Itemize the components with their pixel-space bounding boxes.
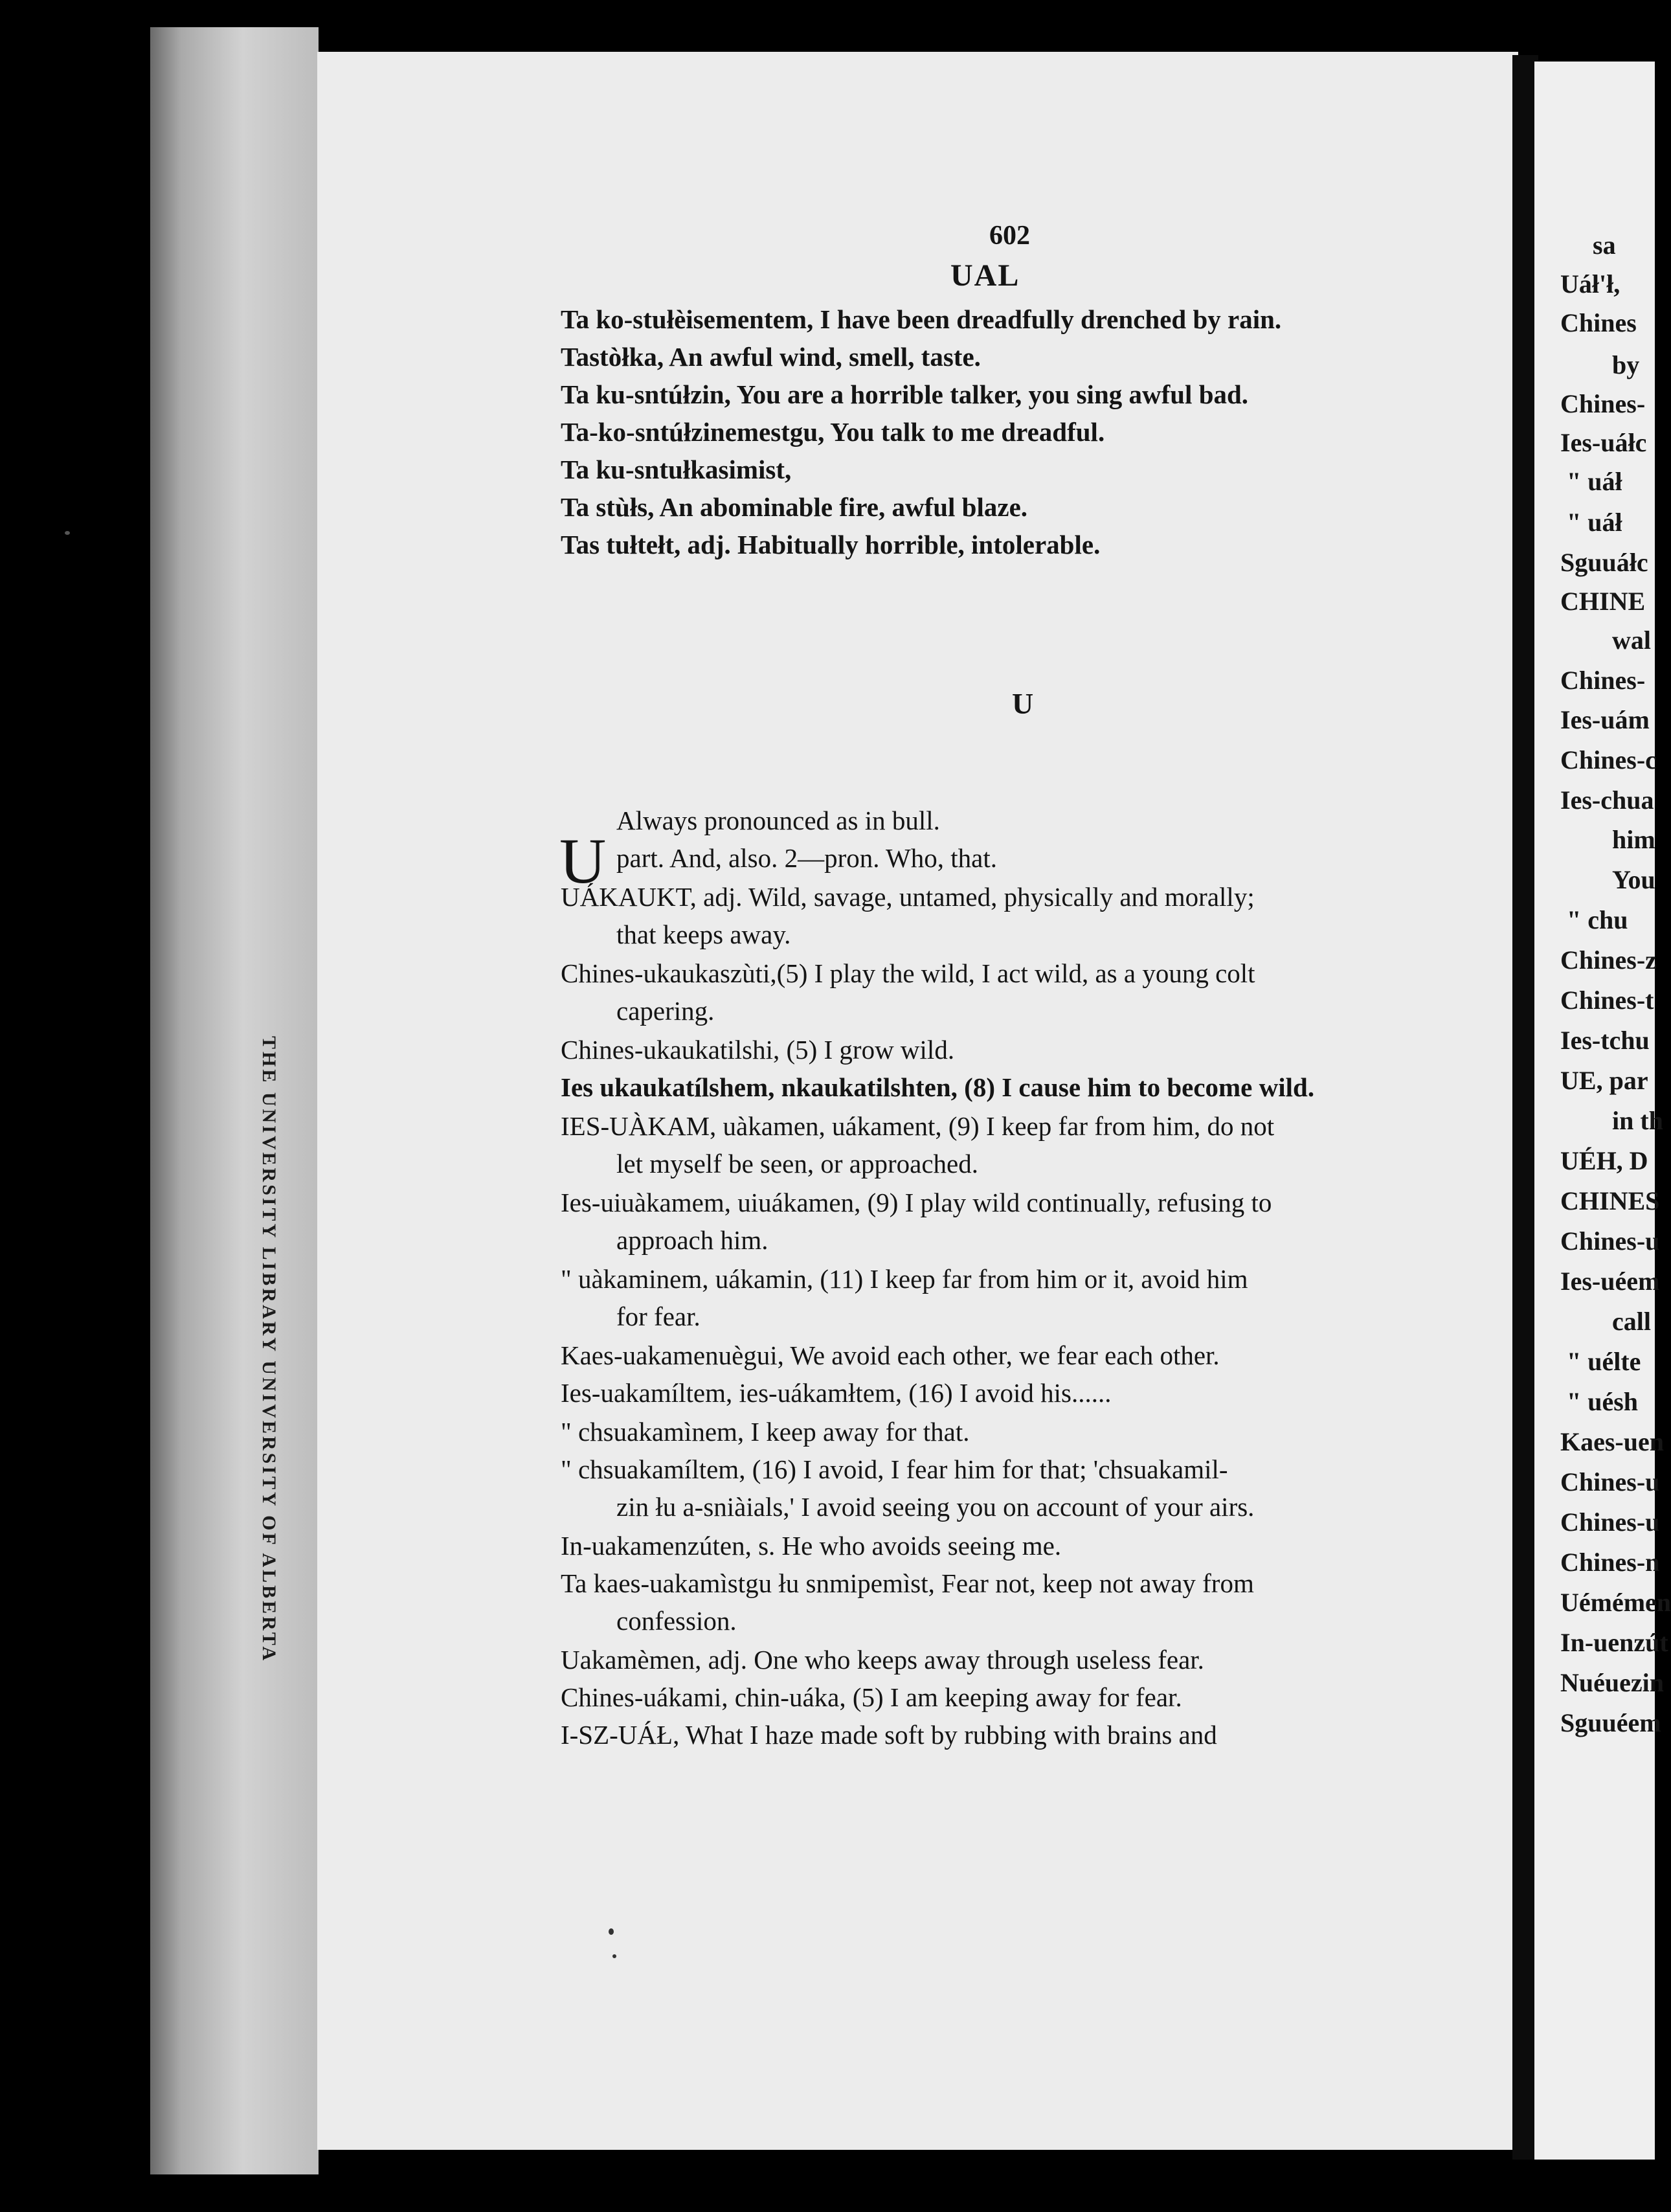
dictionary-line: Ies ukaukatílshem, nkaukatilshten, (8) I cause him to become wild. <box>561 1072 1315 1102</box>
right-page-edge: sa Uáł'ł, Chines by Chines- Ies-uáłc " uáł " uáł Sguuáłc CHINE wal Chines- Ies-uám Chines-c Ies-chua him You " chu Chines-z Chines-t Ies-tchu UE, par in th UÉH, D CHINES Chines-u Ies-uéem call " uélte " uésh Kaes-uen Chines-u Chines-u Chines-n Uémémen In-uenzút Nuéuezin Sguuéem <box>1534 62 1655 2160</box>
dictionary-line: Ta ku-sntúłzin, You are a horrible talker, you sing awful bad. <box>561 379 1249 409</box>
running-head: UAL <box>950 258 1020 293</box>
dictionary-line: Always pronounced as in bull. <box>616 806 940 835</box>
dictionary-line: " uàkaminem, uákamin, (11) I keep far from him or it, avoid him <box>561 1264 1248 1294</box>
section-letter: U <box>1012 687 1034 720</box>
dictionary-line: capering. <box>616 996 715 1026</box>
dictionary-line: for fear. <box>616 1302 701 1331</box>
dictionary-line: Ta stùłs, An abominable fire, awful blaze. <box>561 492 1028 522</box>
dictionary-line: " chsuakamìnem, I keep away for that. <box>561 1417 970 1447</box>
dictionary-line: UÁKAUKT, adj. Wild, savage, untamed, physically and morally; <box>561 882 1255 912</box>
dictionary-line: Chines-ukaukatilshi, (5) I grow wild. <box>561 1035 955 1065</box>
dictionary-line: Chines-uákami, chin-uáka, (5) I am keeping away for fear. <box>561 1682 1182 1712</box>
page-number: 602 <box>989 221 1030 251</box>
dictionary-line: Uakamèmen, adj. One who keeps away through useless fear. <box>561 1645 1204 1675</box>
dictionary-line: let myself be seen, or approached. <box>616 1149 978 1179</box>
dictionary-line: that keeps away. <box>616 920 791 949</box>
ink-speck <box>65 531 70 535</box>
dictionary-line: I-SZ-UÁŁ, What I haze made soft by rubbing with brains and <box>561 1720 1217 1750</box>
dictionary-line: " chsuakamíltem, (16) I avoid, I fear him for that; 'chsuakamil- <box>561 1454 1228 1484</box>
book-spine <box>150 27 319 2174</box>
dictionary-line: Ta-ko-sntúłzinemestgu, You talk to me dreadful. <box>561 417 1105 447</box>
dictionary-line: In-uakamenzúten, s. He who avoids seeing me. <box>561 1531 1062 1561</box>
library-stamp: THE UNIVERSITY LIBRARY UNIVERSITY OF ALBERTA <box>258 1036 280 1664</box>
initial-letter: U <box>559 825 607 897</box>
dictionary-line: part. And, also. 2—pron. Who, that. <box>616 843 997 873</box>
ink-speck <box>612 1954 616 1958</box>
dictionary-line: approach him. <box>616 1225 768 1255</box>
dictionary-line: Chines-ukaukaszùti,(5) I play the wild, I act wild, as a young colt <box>561 958 1255 988</box>
dictionary-line: Ta ku-sntułkasimist, <box>561 455 792 484</box>
dictionary-line: Ta ko-stułèisementem, I have been dreadfully drenched by rain. <box>561 304 1282 334</box>
dictionary-line: Ta kaes-uakamìstgu łu snmipemìst, Fear not, keep not away from <box>561 1568 1254 1598</box>
dictionary-line: Ies-uiuàkamem, uiuákamen, (9) I play wild continually, refusing to <box>561 1188 1272 1217</box>
dictionary-line: Ies-uakamíltem, ies-uákamłtem, (16) I avoid his...... <box>561 1378 1112 1408</box>
ink-speck <box>609 1928 614 1935</box>
dictionary-line: Tastòłka, An awful wind, smell, taste. <box>561 342 981 372</box>
dictionary-line: zin łu a-sniàials,' I avoid seeing you on account of your airs. <box>616 1492 1255 1522</box>
dictionary-line: Kaes-uakamenuègui, We avoid each other, we fear each other. <box>561 1340 1220 1370</box>
dictionary-line: confession. <box>616 1606 737 1636</box>
dictionary-line: Tas tułtełt, adj. Habitually horrible, intolerable. <box>561 530 1101 559</box>
dictionary-line: IES-UÀKAM, uàkamen, uákament, (9) I keep far from him, do not <box>561 1111 1275 1141</box>
